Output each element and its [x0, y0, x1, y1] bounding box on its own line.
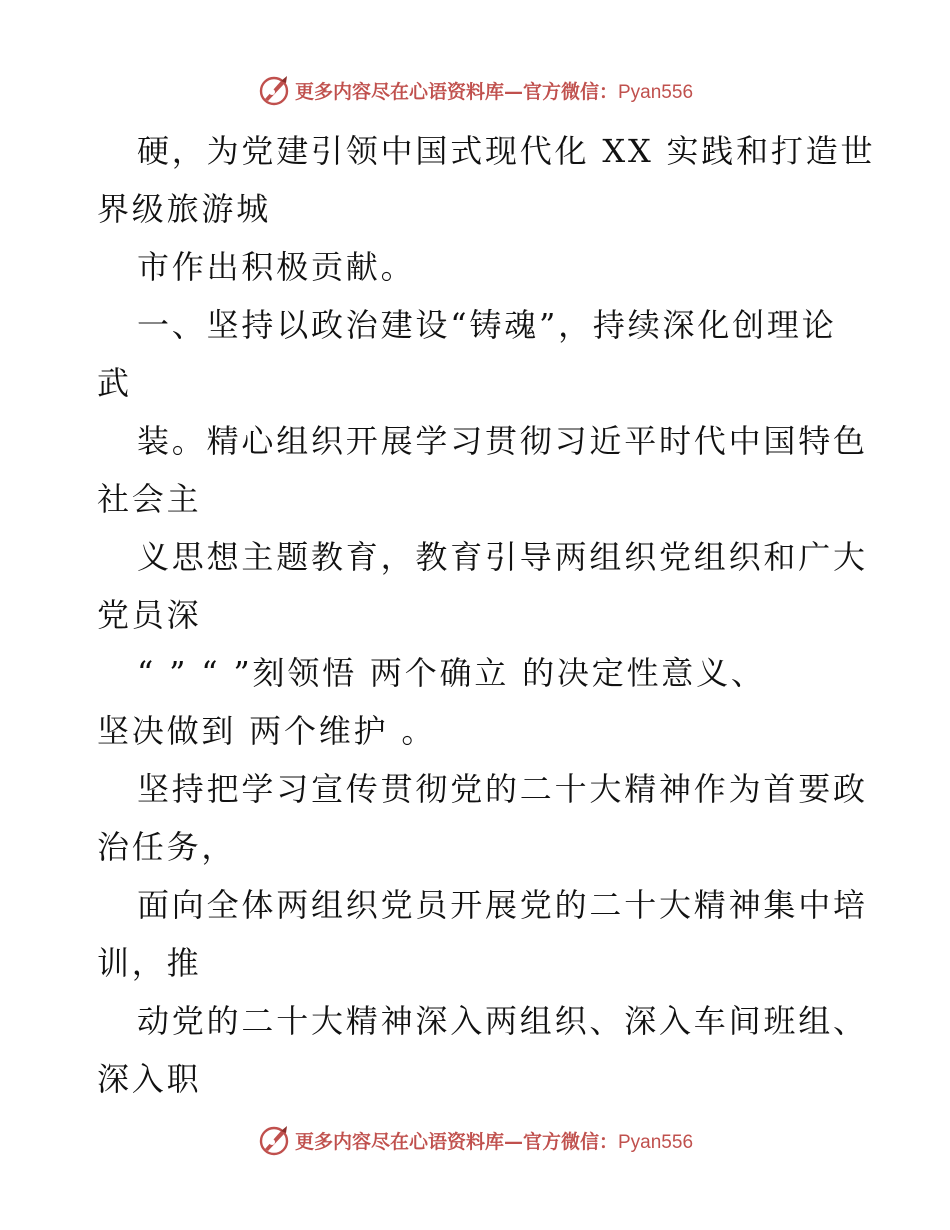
text-line: 社会主 [97, 480, 202, 518]
text-line: 面向全体两组织党员开展党的二十大精神集中培 [137, 886, 868, 924]
text-line: 硬，为党建引领中国式现代化 XX 实践和打造世 [137, 132, 876, 170]
text-line: 界级旅游城 [97, 190, 272, 228]
text-line: 动党的二十大精神深入两组织、深入车间班组、 [137, 1002, 868, 1040]
quill-logo-icon [257, 73, 291, 107]
text-line: 训，推 [97, 944, 202, 982]
text-line: 坚决做到 两个维护 。 [97, 712, 437, 750]
text-line: 党员深 [97, 596, 202, 634]
watermark-text: 更多内容尽在心语资料库—官方微信：Pyan556 [294, 1130, 694, 1153]
text-line: 装。精心组织开展学习贯彻习近平时代中国特色 [137, 422, 868, 460]
text-line: “ ” “ ”刻领悟 两个确立 的决定性意义、 [137, 654, 766, 692]
watermark-text: 更多内容尽在心语资料库—官方微信：Pyan556 [294, 80, 694, 103]
header-watermark [0, 70, 950, 110]
text-line: 坚持把学习宣传贯彻党的二十大精神作为首要政 [137, 770, 868, 808]
text-line: 市作出积极贡献。 [137, 248, 416, 286]
text-line: 武 [97, 364, 132, 402]
quill-logo-icon [257, 1123, 291, 1157]
text-line: 治任务， [97, 828, 237, 866]
text-line: 一、坚持以政治建设“铸魂”，持续深化创理论 [137, 306, 837, 344]
footer-watermark [0, 1120, 950, 1160]
text-line: 深入职 [97, 1060, 202, 1098]
document-body [97, 122, 876, 1108]
text-line: 义思想主题教育，教育引导两组织党组织和广大 [137, 538, 868, 576]
